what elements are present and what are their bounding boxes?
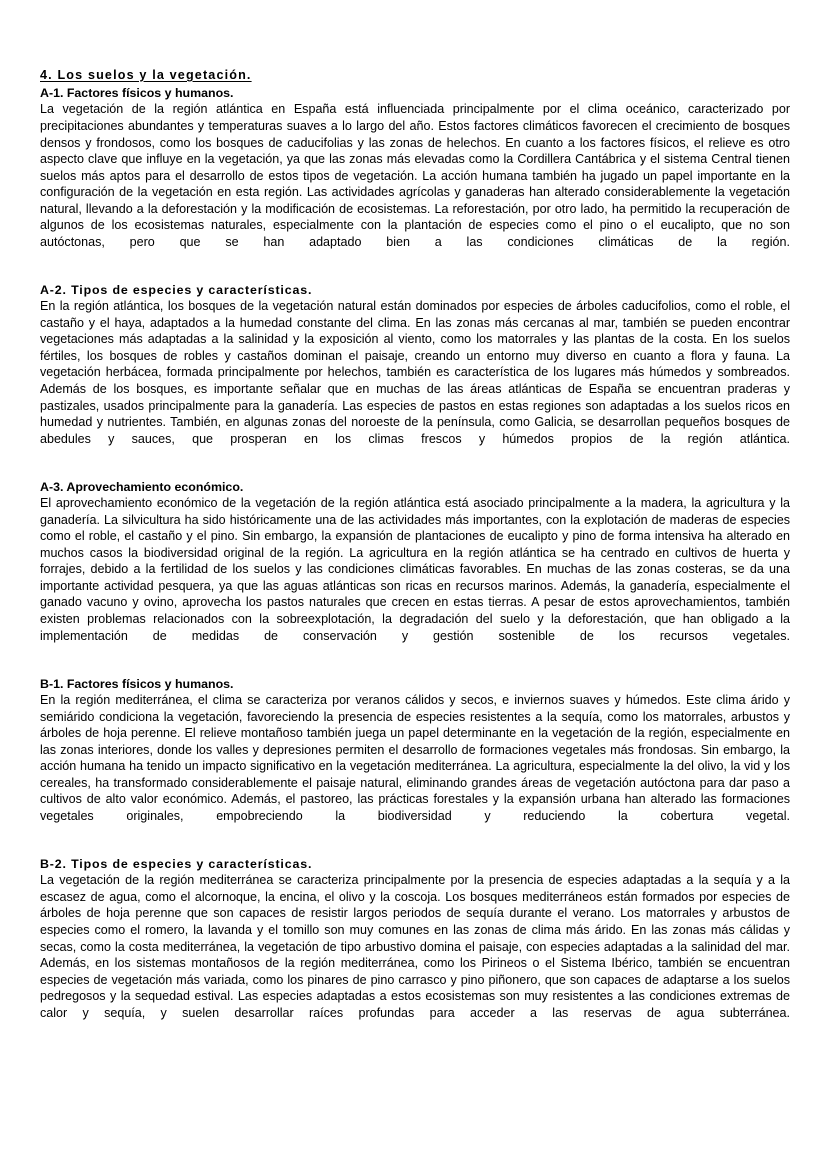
document-section-b-1 <box>40 676 790 841</box>
document-section-b-2 <box>40 856 790 1038</box>
page-title: 4. Los suelos y la vegetación. <box>40 68 252 82</box>
section-heading-a-2: A-2. Tipos de especies y características. <box>40 282 313 297</box>
document-body <box>40 85 790 1038</box>
section-heading-b-1: B-1. Factores físicos y humanos. <box>40 676 234 691</box>
section-paragraph-a-1: La vegetación de la región atlántica en España está influenciada principalmente por el clima oceánico, caracterizado por precipitaciones abundantes y temperaturas suaves a lo largo del año. Estos factores climáticos favorecen el crecimiento de bosques densos y frondosos, como los bosques de caducifolias y las zonas de helechos. En cuanto a los factores físicos, el relieve es otro aspecto clave que influye en la vegetación, ya que las zonas más elevadas como la Cordillera Cantábrica y el sistema Central tienen suelos más aptos para el desarrollo de estos tipos de vegetación. La acción humana también ha jugado un papel importante en la configuración de la vegetación en esta región. Las actividades agrícolas y ganaderas han alterado considerablemente la vegetación natural, llevando a la deforestación y la modificación de ecosistemas. La reforestación, por otro lado, ha permitido la recuperación de algunos de los ecosistemas naturales, especialmente con la plantación de especies como el pino o el eucalipto, que no son autóctonas, pero que se han adaptado bien a las condiciones climáticas de la región. <box>40 102 790 249</box>
document-section-a-1 <box>40 85 790 267</box>
section-paragraph-b-1: En la región mediterránea, el clima se caracteriza por veranos cálidos y secos, e inviernos suaves y húmedos. Este clima árido y semiárido condiciona la vegetación, favoreciendo la presencia de especies resistentes a la sequía, como los matorrales, arbustos y árboles de hoja perenne. El relieve montañoso también juega un papel determinante en la vegetación de la región, especialmente en las zonas interiores, donde los valles y depresiones permiten el desarrollo de formaciones vegetales más frondosas. Sin embargo, la acción humana ha tenido un impacto significativo en la vegetación mediterránea. La agricultura, especialmente la del olivo, la vid y los cereales, ha transformado considerablemente el paisaje natural, eliminando grandes áreas de vegetación autóctona para dar paso a cultivos de alto valor económico. Además, el pastoreo, las prácticas forestales y la expansión urbana han alterado las formaciones vegetales originales, empobreciendo la biodiversidad y reduciendo la cobertura vegetal. <box>40 693 790 823</box>
section-heading-b-2: B-2. Tipos de especies y características. <box>40 856 313 871</box>
document-title-row <box>40 66 790 84</box>
document-section-a-2 <box>40 282 790 464</box>
section-paragraph-b-2: La vegetación de la región mediterránea se caracteriza principalmente por la presencia de especies adaptadas a la sequía y a la escasez de agua, como el alcornoque, la encina, el olivo y la coscoja. Los bosques mediterráneos están formados por especies de árboles de hoja perenne que son capaces de resistir largos periodos de sequía durante el verano. Los matorrales y arbustos de especies como el romero, la lavanda y el tomillo son muy comunes en las zonas de clima más árido. En las zonas más cálidas y secas, como la costa mediterránea, la vegetación de tipo arbustivo domina el paisaje, con especies adaptadas a la salinidad del mar. Además, en los sistemas montañosos de la región mediterránea, como los Pirineos o el Sistema Ibérico, también se encuentran especies de vegetación más variada, como los pinares de pino carrasco y pino piñonero, que son capaces de adaptarse a los suelos pedregosos y la sequedad estival. Las especies adaptadas a estos ecosistemas son muy resistentes a las condiciones extremas de calor y sequía, y suelen desarrollar raíces profundas para acceder a las reservas de agua subterránea. <box>40 873 790 1020</box>
section-paragraph-a-3: El aprovechamiento económico de la vegetación de la región atlántica está asociado principalmente a la madera, la agricultura y la ganadería. La silvicultura ha sido históricamente una de las actividades más importantes, con la explotación de maderas de especies como el roble, el castaño y el pino. Sin embargo, la expansión de plantaciones de eucalipto y pino de forma intensiva ha alterado en muchos casos la biodiversidad original de la región. La agricultura en la región atlántica se ha centrado en cultivos de huerta y forrajes, debido a la fertilidad de los suelos y las condiciones climáticas favorables. En muchas de las zonas costeras, se da una importante actividad pesquera, ya que las aguas atlánticas son ricas en recursos marinos. Además, la ganadería, especialmente el ganado vacuno y ovino, aprovecha los pastos naturales que crecen en estas tierras. A pesar de estos aprovechamientos, también existen problemas relacionados con la sobreexplotación, la degradación del suelo y la deforestación, que han obligado a la implementación de medidas de conservación y gestión sostenible de los recursos vegetales. <box>40 496 790 643</box>
section-heading-a-3: A-3. Aprovechamiento económico. <box>40 479 244 494</box>
section-heading-a-1: A-1. Factores físicos y humanos. <box>40 86 234 100</box>
document-section-a-3 <box>40 479 790 661</box>
section-paragraph-a-2: En la región atlántica, los bosques de la vegetación natural están dominados por especies de árboles caducifolios, como el roble, el castaño y el haya, adaptados a la humedad constante del clima. En las zonas más cercanas al mar, también se pueden encontrar vegetaciones más adaptadas a la salinidad y la exposición al viento, como los matorrales y las plantas de la costa. En los suelos fértiles, los bosques de robles y castaños dominan el paisaje, creando un entorno muy diverso en cuanto a flora y fauna. La vegetación herbácea, formada principalmente por helechos, también es característica de los lugares más húmedos y sombreados. Además de los bosques, es importante señalar que en muchas de las áreas atlánticas de España se encuentran praderas y pastizales, usados principalmente para la ganadería. Las especies de pastos en estas regiones son adaptadas a los suelos ricos en humedad y nutrientes. También, en algunas zonas del noroeste de la península, como Galicia, se desarrollan pequeños bosques de abedules y sauces, que prosperan en los climas frescos y húmedos propios de la región atlántica. <box>40 299 790 446</box>
